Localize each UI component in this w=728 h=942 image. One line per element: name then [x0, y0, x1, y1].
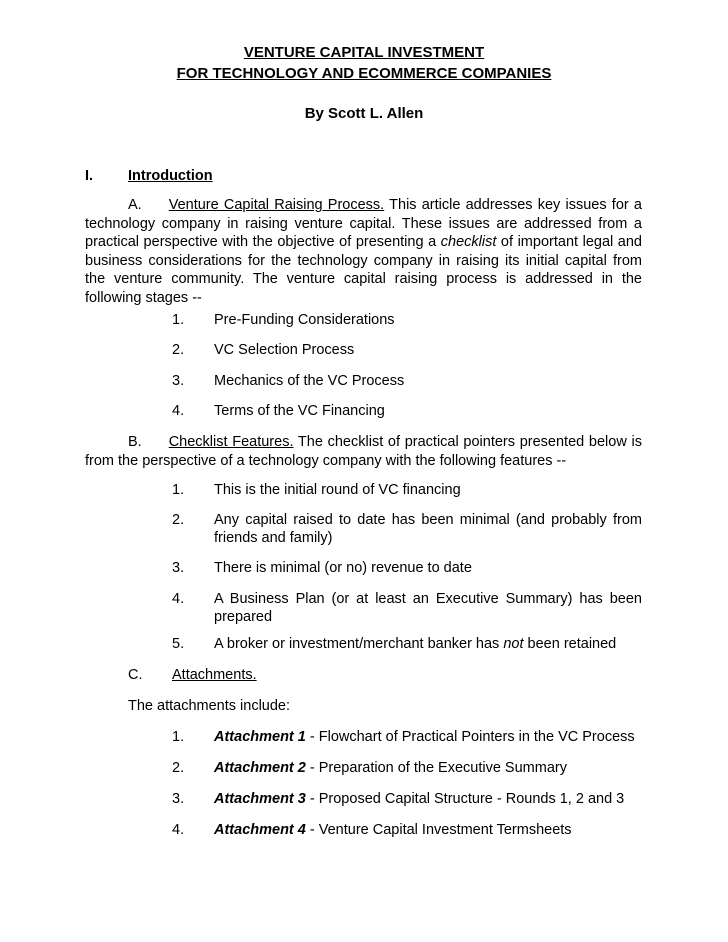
- attachment-4-label: Attachment 4: [214, 822, 306, 838]
- list-a-item-3: Mechanics of the VC Process: [214, 373, 405, 389]
- part-b-text: The checklist of practical pointers presented below is from the perspective of a technology company with the following features --: [85, 434, 642, 469]
- list-b-item-5: [214, 635, 616, 653]
- byline: By Scott L. Allen: [304, 105, 424, 122]
- part-a-text-emph: checklist: [440, 234, 497, 250]
- list-b-item-5-lead: A broker or investment/merchant banker has: [214, 636, 504, 652]
- attachment-1-label: Attachment 1: [214, 729, 306, 745]
- list-b-item-3: There is minimal (or no) revenue to date: [214, 560, 472, 576]
- part-b-paragraph: [85, 433, 642, 470]
- attachment-3-label: Attachment 3: [214, 791, 306, 807]
- list-c-item-3: [214, 790, 624, 808]
- list-c-item-2: [214, 759, 567, 777]
- attachment-1-text: - Flowchart of Practical Pointers in the VC Process: [305, 729, 635, 745]
- attachment-2-label: Attachment 2: [214, 760, 306, 776]
- list-b-item-2: Any capital raised to date has been minimal (and probably from friends and family): [214, 512, 642, 546]
- part-c-heading: Attachments.: [172, 667, 257, 683]
- attachment-2-text: - Preparation of the Executive Summary: [305, 760, 567, 776]
- section-heading: Introduction: [128, 168, 213, 184]
- list-b-num-2: 2.: [172, 512, 185, 528]
- list-b-item-4: A Business Plan (or at least an Executive Summary) has been prepared: [214, 591, 642, 625]
- list-c-num-4: 4.: [172, 822, 185, 838]
- list-b-num-1: 1.: [172, 482, 185, 498]
- list-a-num-1: 1.: [172, 312, 185, 328]
- part-c-letter: C.: [128, 667, 143, 683]
- list-b-num-5: 5.: [172, 636, 185, 652]
- attachment-3-text: - Proposed Capital Structure - Rounds 1, 2 and 3: [305, 791, 625, 807]
- list-b-item-5-emph: not: [503, 636, 524, 652]
- list-b-item-5-tail: been retained: [523, 636, 617, 652]
- list-c-item-1: [214, 728, 635, 746]
- title-line-2: FOR TECHNOLOGY AND ECOMMERCE COMPANIES: [176, 65, 552, 82]
- list-a-num-3: 3.: [172, 373, 185, 389]
- list-c-num-3: 3.: [172, 791, 185, 807]
- part-c-intro: The attachments include:: [128, 698, 291, 714]
- list-a-item-2: VC Selection Process: [214, 342, 355, 358]
- part-a-text-tail: of important legal and business considerations for the technology company in raising its initial capital from the venture community. The venture capital raising process is addressed in the following stages --: [85, 234, 642, 306]
- part-a-paragraph: [85, 196, 642, 307]
- part-a-heading: Venture Capital Raising Process.: [168, 197, 385, 213]
- list-a-num-4: 4.: [172, 403, 185, 419]
- title-line-1: VENTURE CAPITAL INVESTMENT: [243, 44, 485, 61]
- section-numeral: I.: [85, 168, 94, 184]
- list-a-item-4: Terms of the VC Financing: [214, 403, 385, 419]
- list-b-num-4: 4.: [172, 591, 185, 607]
- list-c-num-2: 2.: [172, 760, 185, 776]
- list-b-item-1: This is the initial round of VC financing: [214, 482, 461, 498]
- list-c-num-1: 1.: [172, 729, 185, 745]
- list-b-num-3: 3.: [172, 560, 185, 576]
- part-b-letter: B.: [128, 434, 142, 450]
- part-a-letter: A.: [128, 197, 142, 213]
- attachment-4-text: - Venture Capital Investment Termsheets: [305, 822, 572, 838]
- part-a-text-lead: This article addresses key issues for a technology company in raising venture capital. These issues are addressed from a practical perspective with the objective of presenting a: [85, 197, 642, 250]
- list-a-num-2: 2.: [172, 342, 185, 358]
- list-a-item-1: Pre-Funding Considerations: [214, 312, 395, 328]
- part-b-heading: Checklist Features.: [168, 434, 294, 450]
- list-c-item-4: [214, 821, 572, 839]
